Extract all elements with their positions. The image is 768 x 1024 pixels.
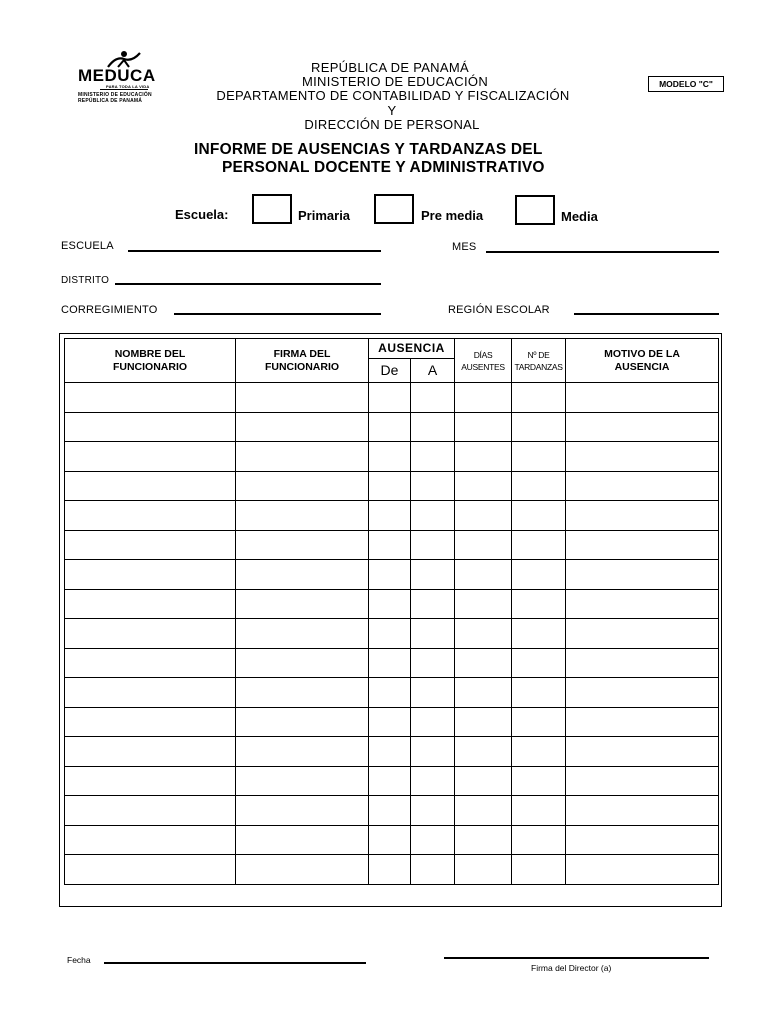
table-cell[interactable] <box>65 471 236 501</box>
table-cell[interactable] <box>512 737 566 767</box>
table-cell[interactable] <box>236 796 369 826</box>
table-cell[interactable] <box>512 707 566 737</box>
table-cell[interactable] <box>411 855 455 885</box>
table-cell[interactable] <box>566 501 719 531</box>
table-cell[interactable] <box>411 442 455 472</box>
table-cell[interactable] <box>236 737 369 767</box>
table-cell[interactable] <box>65 501 236 531</box>
table-cell[interactable] <box>369 678 411 708</box>
table-cell[interactable] <box>411 471 455 501</box>
table-cell[interactable] <box>65 442 236 472</box>
region-label: REGIÓN ESCOLAR <box>448 304 550 316</box>
table-cell[interactable] <box>65 855 236 885</box>
table-cell[interactable] <box>455 678 512 708</box>
table-cell[interactable] <box>236 766 369 796</box>
table-cell[interactable] <box>566 796 719 826</box>
table-cell[interactable] <box>455 383 512 413</box>
table-cell[interactable] <box>566 707 719 737</box>
table-cell[interactable] <box>455 442 512 472</box>
table-cell[interactable] <box>411 383 455 413</box>
table-cell[interactable] <box>236 412 369 442</box>
table-cell[interactable] <box>236 471 369 501</box>
table-row <box>65 648 719 678</box>
table-cell[interactable] <box>566 678 719 708</box>
table-cell[interactable] <box>369 560 411 590</box>
premedia-checkbox[interactable] <box>374 194 414 224</box>
table-cell[interactable] <box>65 678 236 708</box>
table-cell[interactable] <box>512 619 566 649</box>
table-cell[interactable] <box>236 589 369 619</box>
table-cell[interactable] <box>411 766 455 796</box>
table-cell[interactable] <box>455 560 512 590</box>
table-cell[interactable] <box>455 501 512 531</box>
table-cell[interactable] <box>512 530 566 560</box>
media-checkbox[interactable] <box>515 195 555 225</box>
table-cell[interactable] <box>512 855 566 885</box>
table-cell[interactable] <box>236 619 369 649</box>
table-cell[interactable] <box>369 737 411 767</box>
director-signature-line[interactable] <box>444 957 709 959</box>
table-row <box>65 766 719 796</box>
table-cell[interactable] <box>455 412 512 442</box>
table-cell[interactable] <box>236 560 369 590</box>
logo-country: REPÚBLICA DE PANAMÁ <box>78 98 143 104</box>
table-cell[interactable] <box>455 707 512 737</box>
table-cell[interactable] <box>411 825 455 855</box>
table-cell[interactable] <box>411 589 455 619</box>
primaria-label: Primaria <box>298 208 351 223</box>
table-cell[interactable] <box>566 766 719 796</box>
table-row <box>65 796 719 826</box>
table-cell[interactable] <box>65 383 236 413</box>
table-cell[interactable] <box>369 855 411 885</box>
table-cell[interactable] <box>455 471 512 501</box>
table-row <box>65 442 719 472</box>
table-cell[interactable] <box>512 412 566 442</box>
table-cell[interactable] <box>236 530 369 560</box>
table-cell[interactable] <box>236 707 369 737</box>
header-department: DEPARTAMENTO DE CONTABILIDAD Y FISCALIZACIÓN <box>216 88 570 103</box>
table-row <box>65 589 719 619</box>
table-cell[interactable] <box>411 530 455 560</box>
header-ministry: MINISTERIO DE EDUCACIÓN <box>301 74 489 89</box>
distrito-label: DISTRITO <box>61 275 110 286</box>
table-cell[interactable] <box>65 560 236 590</box>
table-cell[interactable] <box>455 766 512 796</box>
table-cell[interactable] <box>455 855 512 885</box>
table-row <box>65 501 719 531</box>
table-cell[interactable] <box>566 589 719 619</box>
col-header-a: A <box>411 359 455 383</box>
table-cell[interactable] <box>369 412 411 442</box>
mes-label: MES <box>452 241 477 253</box>
table-cell[interactable] <box>369 383 411 413</box>
table-cell[interactable] <box>512 796 566 826</box>
table-cell[interactable] <box>65 796 236 826</box>
media-label: Media <box>561 209 598 224</box>
table-cell[interactable] <box>65 707 236 737</box>
director-signature-label: Firma del Director (a) <box>531 963 612 973</box>
table-cell[interactable] <box>566 383 719 413</box>
table-cell[interactable] <box>411 648 455 678</box>
table-cell[interactable] <box>369 501 411 531</box>
table-cell[interactable] <box>65 825 236 855</box>
table-cell[interactable] <box>512 678 566 708</box>
table-cell[interactable] <box>566 412 719 442</box>
school-type-label: Escuela: <box>175 207 229 222</box>
col-header-motivo: MOTIVO DE LA AUSENCIA <box>566 339 719 383</box>
table-cell[interactable] <box>236 648 369 678</box>
premedia-label: Pre media <box>421 208 484 223</box>
table-cell[interactable] <box>455 737 512 767</box>
col-header-de: De <box>369 359 411 383</box>
table-cell[interactable] <box>236 442 369 472</box>
col-header-tardanzas: Nº DE TARDANZAS <box>512 339 566 383</box>
col-header-ausencia: AUSENCIA <box>369 339 455 359</box>
table-cell[interactable] <box>369 442 411 472</box>
table-cell[interactable] <box>411 678 455 708</box>
header-republic: REPÚBLICA DE PANAMÁ <box>311 60 469 75</box>
table-cell[interactable] <box>65 619 236 649</box>
table-cell[interactable] <box>236 501 369 531</box>
table-cell[interactable] <box>411 619 455 649</box>
table-cell[interactable] <box>369 589 411 619</box>
table-cell[interactable] <box>455 648 512 678</box>
table-row <box>65 707 719 737</box>
table-cell[interactable] <box>512 589 566 619</box>
table-cell[interactable] <box>236 383 369 413</box>
modelo-badge: MODELO "C" <box>648 76 724 92</box>
table-cell[interactable] <box>65 412 236 442</box>
table-cell[interactable] <box>236 855 369 885</box>
corregimiento-label: CORREGIMIENTO <box>61 304 158 316</box>
table-cell[interactable] <box>65 737 236 767</box>
table-row <box>65 560 719 590</box>
escuela-label: ESCUELA <box>61 240 114 252</box>
table-cell[interactable] <box>512 471 566 501</box>
logo-rule <box>100 89 148 90</box>
table-cell[interactable] <box>411 737 455 767</box>
table-cell[interactable] <box>455 589 512 619</box>
col-header-nombre: NOMBRE DEL FUNCIONARIO <box>65 339 236 383</box>
table-cell[interactable] <box>512 766 566 796</box>
table-row <box>65 678 719 708</box>
table-row <box>65 530 719 560</box>
logo-brand: MEDUCA <box>78 66 156 85</box>
form-title-line2: PERSONAL DOCENTE Y ADMINISTRATIVO <box>222 159 545 176</box>
table-cell[interactable] <box>369 648 411 678</box>
escuela-input-line[interactable] <box>128 250 381 252</box>
absence-table <box>64 338 719 885</box>
table-cell[interactable] <box>512 825 566 855</box>
table-cell[interactable] <box>566 560 719 590</box>
mes-input-line[interactable] <box>486 251 719 253</box>
table-cell[interactable] <box>566 442 719 472</box>
corregimiento-input-line[interactable] <box>174 313 381 315</box>
table-cell[interactable] <box>455 530 512 560</box>
form-title-line1: INFORME DE AUSENCIAS Y TARDANZAS DEL <box>194 141 543 158</box>
table-row <box>65 855 719 885</box>
table-cell[interactable] <box>411 707 455 737</box>
table-cell[interactable] <box>65 648 236 678</box>
table-row <box>65 737 719 767</box>
table-cell[interactable] <box>369 766 411 796</box>
logo-ministry: MINISTERIO DE EDUCACIÓN <box>78 92 152 98</box>
distrito-input-line[interactable] <box>115 283 381 285</box>
table-row <box>65 471 719 501</box>
meduca-logo <box>74 50 170 108</box>
table-cell[interactable] <box>411 501 455 531</box>
table-cell[interactable] <box>512 442 566 472</box>
table-cell[interactable] <box>455 825 512 855</box>
table-cell[interactable] <box>512 501 566 531</box>
header-direction: DIRECCIÓN DE PERSONAL <box>304 117 480 132</box>
table-cell[interactable] <box>512 648 566 678</box>
table-cell[interactable] <box>369 707 411 737</box>
header-and: Y <box>387 103 397 118</box>
table-cell[interactable] <box>411 796 455 826</box>
table-cell[interactable] <box>369 825 411 855</box>
fecha-label: Fecha <box>67 955 91 965</box>
table-cell[interactable] <box>369 471 411 501</box>
table-cell[interactable] <box>369 619 411 649</box>
table-cell[interactable] <box>566 855 719 885</box>
table-cell[interactable] <box>369 796 411 826</box>
table-row <box>65 412 719 442</box>
table-row <box>65 619 719 649</box>
primaria-checkbox[interactable] <box>252 194 292 224</box>
table-row <box>65 383 719 413</box>
table-cell[interactable] <box>566 471 719 501</box>
table-cell[interactable] <box>369 530 411 560</box>
fecha-input-line[interactable] <box>104 962 366 964</box>
table-cell[interactable] <box>455 619 512 649</box>
table-cell[interactable] <box>65 766 236 796</box>
table-cell[interactable] <box>455 796 512 826</box>
table-cell[interactable] <box>512 383 566 413</box>
table-body <box>65 383 719 885</box>
table-cell[interactable] <box>65 589 236 619</box>
table-cell[interactable] <box>566 825 719 855</box>
table-cell[interactable] <box>566 619 719 649</box>
table-cell[interactable] <box>411 412 455 442</box>
table-cell[interactable] <box>566 530 719 560</box>
col-header-dias: DÍAS AUSENTES <box>455 339 512 383</box>
table-cell[interactable] <box>236 825 369 855</box>
table-cell[interactable] <box>411 560 455 590</box>
table-row <box>65 825 719 855</box>
table-cell[interactable] <box>236 678 369 708</box>
table-cell[interactable] <box>512 560 566 590</box>
table-cell[interactable] <box>566 737 719 767</box>
region-input-line[interactable] <box>574 313 719 315</box>
col-header-firma: FIRMA DEL FUNCIONARIO <box>236 339 369 383</box>
logo-slogan: PARA TODA LA VIDA <box>106 84 150 89</box>
table-cell[interactable] <box>566 648 719 678</box>
table-cell[interactable] <box>65 530 236 560</box>
